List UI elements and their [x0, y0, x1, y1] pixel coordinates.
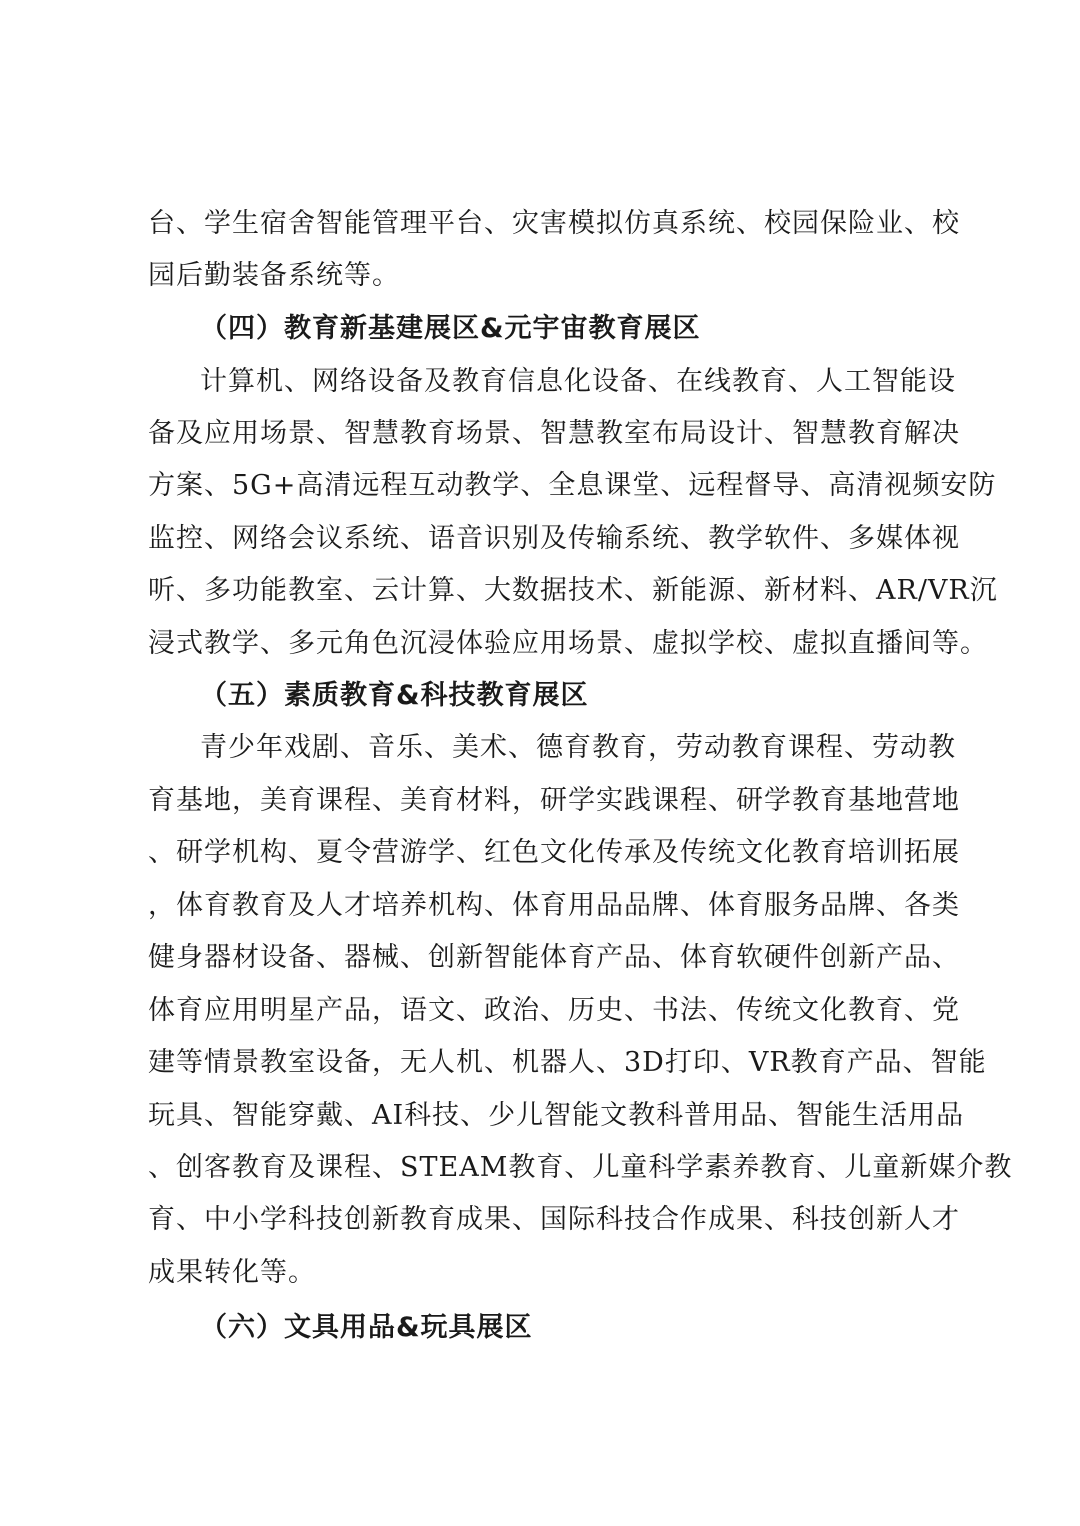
paragraph-line: 浸式教学、多元角色沉浸体验应用场景、虚拟学校、虚拟直播间等。 [148, 628, 988, 659]
paragraph-line: 、创客教育及课程、STEAM教育、儿童科学素养教育、儿童新媒介教 [148, 1152, 1013, 1183]
paragraph-line: 监控、网络会议系统、语音识别及传输系统、教学软件、多媒体视 [148, 523, 960, 554]
paragraph-line: 成果转化等。 [148, 1257, 316, 1288]
section-heading-5: （五）素质教育&科技教育展区 [200, 680, 589, 711]
paragraph-line: 健身器材设备、器械、创新智能体育产品、体育软硬件创新产品、 [148, 942, 960, 973]
paragraph-line: 方案、5G+高清远程互动教学、全息课堂、远程督导、高清视频安防 [148, 470, 997, 501]
paragraph-line: ，体育教育及人才培养机构、体育用品品牌、体育服务品牌、各类 [148, 890, 960, 921]
paragraph-line: 青少年戏剧、音乐、美术、德育教育，劳动教育课程、劳动教 [200, 732, 956, 763]
paragraph-line: 建等情景教室设备，无人机、机器人、3D打印、VR教育产品、智能 [148, 1047, 987, 1078]
paragraph-line: 台、学生宿舍智能管理平台、灾害模拟仿真系统、校园保险业、校 [148, 208, 960, 239]
paragraph-line: 、研学机构、夏令营游学、红色文化传承及传统文化教育培训拓展 [148, 837, 960, 868]
section-heading-6: （六）文具用品&玩具展区 [200, 1312, 533, 1343]
paragraph-line: 计算机、网络设备及教育信息化设备、在线教育、人工智能设 [200, 366, 956, 397]
paragraph-line: 体育应用明星产品，语文、政治、历史、书法、传统文化教育、党 [148, 995, 960, 1026]
paragraph-line: 备及应用场景、智慧教育场景、智慧教室布局设计、智慧教育解决 [148, 418, 960, 449]
paragraph-line: 听、多功能教室、云计算、大数据技术、新能源、新材料、AR/VR沉 [148, 575, 998, 606]
paragraph-line: 玩具、智能穿戴、AI科技、少儿智能文教科普用品、智能生活用品 [148, 1100, 965, 1131]
section-heading-4: （四）教育新基建展区&元宇宙教育展区 [200, 313, 701, 344]
paragraph-line: 育基地，美育课程、美育材料，研学实践课程、研学教育基地营地 [148, 785, 960, 816]
paragraph-line: 育、中小学科技创新教育成果、国际科技合作成果、科技创新人才 [148, 1204, 960, 1235]
paragraph-line: 园后勤装备系统等。 [148, 260, 400, 291]
